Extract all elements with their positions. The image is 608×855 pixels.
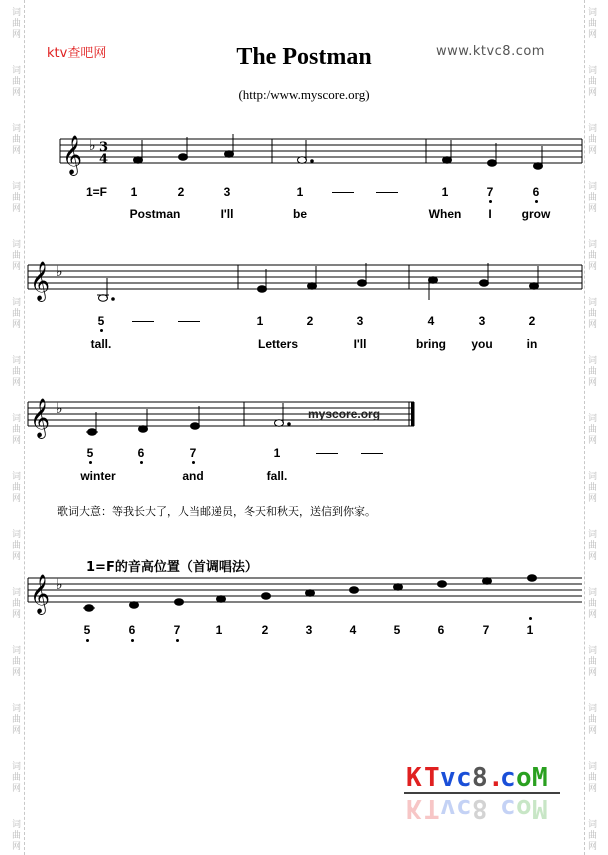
svg-text:T: T [424, 793, 440, 823]
side-watermark-char: 曲 [12, 425, 22, 435]
jianpu-number: 1 [296, 185, 304, 199]
side-watermark-char: 词 [12, 240, 22, 250]
brand-right: www.ktvc8.com [436, 44, 545, 59]
note [298, 140, 314, 163]
side-watermark-char: 词 [12, 414, 22, 424]
side-watermark-char: 网 [12, 784, 22, 794]
side-watermark-char: 网 [12, 610, 22, 620]
side-watermark-char: 曲 [12, 657, 22, 667]
lyric: fall. [266, 469, 288, 483]
low-dot [100, 329, 103, 332]
lyric: I'll [220, 207, 234, 221]
jianpu-number: 2 [528, 314, 536, 328]
side-watermark-char: 曲 [12, 483, 22, 493]
note [275, 403, 291, 426]
side-watermark-char: 曲 [588, 773, 598, 783]
side-watermark-char: 网 [588, 784, 598, 794]
note [262, 593, 271, 600]
side-watermark-char: 网 [12, 552, 22, 562]
ktvc8-logo [404, 760, 564, 830]
side-watermark-char: 网 [12, 436, 22, 446]
lyric: in [526, 337, 538, 351]
side-watermark-char: 词 [588, 414, 598, 424]
svg-text:v: v [440, 793, 456, 823]
jianpu-number: 3 [223, 185, 231, 199]
lyric: be [292, 207, 307, 221]
side-watermark-char: 网 [588, 146, 598, 156]
svg-text:c: c [500, 763, 516, 793]
side-watermark-char: 曲 [12, 309, 22, 319]
jianpu-number: 2 [261, 623, 269, 637]
side-watermark-char: 网 [588, 320, 598, 330]
svg-text:.: . [488, 763, 504, 793]
svg-text:c: c [500, 793, 516, 823]
side-watermark-char: 词 [12, 762, 22, 772]
side-watermark-char: 词 [12, 588, 22, 598]
side-watermark-char: 曲 [12, 193, 22, 203]
lyric: you [471, 337, 493, 351]
side-watermark-char: 曲 [588, 657, 598, 667]
jianpu-number: 6 [137, 446, 145, 460]
side-watermark-char: 网 [588, 204, 598, 214]
svg-text:K: K [406, 763, 422, 793]
side-watermark-char: 词 [588, 646, 598, 656]
svg-text:o: o [516, 793, 532, 823]
note [258, 269, 267, 292]
lyric: and [182, 469, 204, 483]
side-watermark-char: 网 [588, 610, 598, 620]
side-watermark-char: 网 [588, 668, 598, 678]
staff-4 [28, 578, 582, 602]
low-dot [176, 639, 179, 642]
side-watermark-char: 词 [12, 298, 22, 308]
note [530, 266, 539, 289]
low-dot [89, 461, 92, 464]
side-watermark-char: 曲 [588, 251, 598, 261]
side-watermark-char: 词 [588, 356, 598, 366]
side-watermark-char: 网 [588, 378, 598, 388]
lyric: I'll [353, 337, 367, 351]
jianpu-number: 6 [532, 185, 540, 199]
side-watermark-char: 网 [12, 668, 22, 678]
jianpu-number: 1 [130, 185, 138, 199]
side-watermark-char: 网 [588, 88, 598, 98]
side-watermark-char: 网 [12, 88, 22, 98]
side-watermark-char: 曲 [588, 193, 598, 203]
side-watermark-char: 曲 [588, 425, 598, 435]
side-watermark-char: 词 [588, 588, 598, 598]
time-sig-bottom: 4 [99, 152, 109, 167]
side-watermark-char: 曲 [588, 367, 598, 377]
side-watermark-char: 曲 [588, 77, 598, 87]
side-watermark-char: 词 [12, 704, 22, 714]
side-watermark-char: 网 [588, 262, 598, 272]
jianpu-number: 7 [173, 623, 181, 637]
jianpu-number: 5 [86, 446, 94, 460]
note [191, 406, 200, 429]
side-watermark-char: 曲 [588, 715, 598, 725]
side-watermark-char: 网 [12, 30, 22, 40]
staff-watermark: myscore.org [308, 407, 381, 421]
side-watermark-char: 网 [12, 262, 22, 272]
dash-line [132, 321, 154, 322]
time-sig-top: 3 [99, 140, 109, 155]
note [483, 578, 492, 585]
jianpu-number: 1 [441, 185, 449, 199]
side-watermark-char: 曲 [12, 19, 22, 29]
side-watermark-char: 词 [588, 472, 598, 482]
side-watermark-char: 词 [588, 8, 598, 18]
side-watermark-char: 词 [12, 472, 22, 482]
side-watermark-char: 曲 [12, 541, 22, 551]
svg-text:8: 8 [472, 793, 488, 823]
dash-line [376, 192, 398, 193]
side-watermark-char: 词 [12, 66, 22, 76]
flat-icon: ♭ [56, 264, 63, 280]
svg-text:8: 8 [472, 763, 488, 793]
note [134, 140, 143, 163]
jianpu-number: 5 [97, 314, 105, 328]
jianpu-number: 5 [83, 623, 91, 637]
low-dot [140, 461, 143, 464]
treble-clef-icon: 𝄞 [62, 135, 83, 175]
flat-icon: ♭ [89, 138, 96, 154]
key-signature: 1=F [86, 185, 108, 199]
jianpu-number: 1 [256, 314, 264, 328]
side-watermark-char: 网 [588, 494, 598, 504]
dash-line [332, 192, 354, 193]
side-watermark-char: 曲 [12, 251, 22, 261]
side-watermark-char: 曲 [588, 541, 598, 551]
side-watermark-char: 词 [588, 124, 598, 134]
side-watermark-char: 词 [588, 182, 598, 192]
side-watermark-char: 词 [12, 182, 22, 192]
note [528, 575, 537, 582]
note [83, 605, 95, 612]
note [97, 278, 114, 301]
jianpu-number: 1 [273, 446, 281, 460]
note [308, 266, 317, 289]
side-watermark-char: 曲 [588, 831, 598, 841]
jianpu-number: 7 [189, 446, 197, 460]
page-title: The Postman [236, 44, 372, 70]
jianpu-number: 2 [306, 314, 314, 328]
svg-text:c: c [456, 763, 472, 793]
note [179, 137, 188, 160]
low-dot [535, 200, 538, 203]
side-watermark-char: 网 [588, 30, 598, 40]
svg-text:o: o [516, 763, 532, 793]
side-watermark-char: 网 [12, 494, 22, 504]
side-watermark-char: 词 [12, 124, 22, 134]
jianpu-number: 7 [486, 185, 494, 199]
side-watermark-char: 曲 [12, 135, 22, 145]
side-watermark-char: 词 [12, 646, 22, 656]
side-watermark-char: 曲 [588, 599, 598, 609]
flat-icon: ♭ [56, 401, 63, 417]
jianpu-number: 3 [478, 314, 486, 328]
note [438, 581, 447, 588]
side-watermark-char: 网 [588, 726, 598, 736]
svg-text:K: K [406, 793, 422, 823]
lyric: I [488, 207, 492, 221]
side-watermark-char: 网 [12, 146, 22, 156]
side-watermark-char: 词 [12, 356, 22, 366]
side-watermark-char: 网 [588, 436, 598, 446]
side-watermark-char: 网 [588, 842, 598, 852]
side-watermark-char: 网 [12, 378, 22, 388]
note [429, 277, 438, 300]
jianpu-number: 3 [305, 623, 313, 637]
note [225, 134, 234, 157]
high-dot [529, 617, 532, 620]
side-watermark-char: 词 [588, 704, 598, 714]
note [534, 146, 543, 169]
side-watermark-char: 曲 [588, 309, 598, 319]
side-watermark-char: 词 [588, 66, 598, 76]
side-watermark-char: 曲 [588, 483, 598, 493]
flat-icon: ♭ [56, 577, 63, 593]
note [443, 140, 452, 163]
lyric: bring [416, 337, 446, 351]
jianpu-number: 5 [393, 623, 401, 637]
note [394, 584, 403, 591]
side-watermark-char: 网 [12, 320, 22, 330]
lyric: winter [80, 469, 116, 483]
note [306, 590, 315, 597]
side-watermark-char: 网 [12, 204, 22, 214]
treble-clef-icon: 𝄞 [30, 574, 51, 614]
jianpu-number: 4 [349, 623, 357, 637]
svg-text:M: M [532, 793, 548, 823]
side-watermark-char: 网 [588, 552, 598, 562]
side-watermark-char: 词 [12, 820, 22, 830]
low-dot [489, 200, 492, 203]
low-dot [192, 461, 195, 464]
jianpu-number: 2 [177, 185, 185, 199]
page-subtitle: (http:/www.myscore.org) [238, 87, 370, 102]
side-watermark-char: 曲 [12, 77, 22, 87]
svg-text:v: v [440, 763, 456, 793]
dash-line [361, 453, 383, 454]
note [480, 263, 489, 286]
dash-line [316, 453, 338, 454]
side-watermark-char: 网 [12, 726, 22, 736]
note [350, 587, 359, 594]
jianpu-number: 3 [356, 314, 364, 328]
side-watermark-char: 词 [12, 8, 22, 18]
side-watermark-char: 词 [588, 762, 598, 772]
jianpu-number: 6 [437, 623, 445, 637]
note [488, 143, 497, 166]
note [130, 602, 139, 609]
side-watermark-char: 曲 [12, 773, 22, 783]
side-watermark-char: 曲 [588, 135, 598, 145]
lyric: tall. [90, 337, 112, 351]
jianpu-number: 6 [128, 623, 136, 637]
low-dot [86, 639, 89, 642]
treble-clef-icon: 𝄞 [30, 398, 51, 438]
side-watermark-char: 曲 [12, 831, 22, 841]
lyric: grow [521, 207, 551, 221]
low-dot [131, 639, 134, 642]
note [217, 596, 226, 603]
lyric-meaning: 歌词大意：等我长大了，人当邮递员，冬天和秋天，送信到你家。 [57, 505, 376, 518]
lyric: When [428, 207, 462, 221]
side-watermark-char: 曲 [12, 367, 22, 377]
svg-text:T: T [424, 763, 440, 793]
side-watermark-char: 词 [12, 530, 22, 540]
side-watermark-char: 词 [588, 240, 598, 250]
jianpu-number: 7 [482, 623, 490, 637]
svg-text:M: M [532, 763, 548, 793]
brand-left: ktv查吧网 [47, 46, 107, 61]
side-watermark-char: 词 [588, 820, 598, 830]
jianpu-number: 1 [215, 623, 223, 637]
jianpu-number: 1 [526, 623, 534, 637]
side-watermark-char: 曲 [588, 19, 598, 29]
jianpu-number: 4 [427, 314, 435, 328]
range-title: 1=F的音高位置（首调唱法） [86, 560, 258, 575]
staff-2 [28, 265, 582, 289]
side-watermark-char: 词 [588, 530, 598, 540]
note [139, 409, 148, 432]
side-watermark-char: 曲 [12, 715, 22, 725]
lyric: Letters [257, 337, 298, 351]
side-watermark-char: 网 [12, 842, 22, 852]
note [175, 599, 184, 606]
lyric: Postman [129, 207, 181, 221]
treble-clef-icon: 𝄞 [30, 261, 51, 301]
note [86, 412, 98, 435]
svg-text:c: c [456, 793, 472, 823]
side-watermark-char: 曲 [12, 599, 22, 609]
side-watermark-char: 词 [588, 298, 598, 308]
dash-line [178, 321, 200, 322]
note [358, 263, 367, 286]
